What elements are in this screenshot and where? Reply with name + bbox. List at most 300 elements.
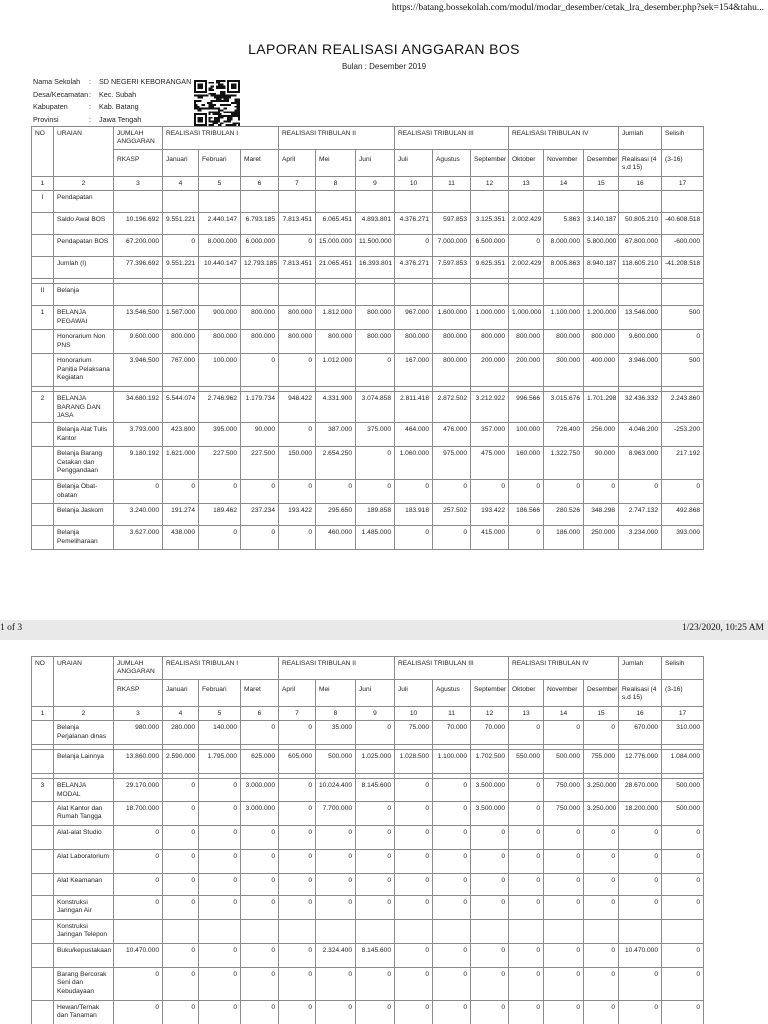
value-cell: 193.422 [471, 504, 509, 526]
value-cell: 189.858 [356, 504, 395, 526]
value-cell: 400.000 [584, 354, 619, 387]
value-cell [241, 920, 279, 944]
value-cell: 191.274 [163, 504, 199, 526]
value-cell: 70.000 [433, 721, 471, 745]
column-index: 15 [584, 176, 619, 190]
value-cell [114, 920, 163, 944]
row-label: Konstruksi Jaringan Telepon [54, 920, 114, 944]
value-cell: 0 [114, 874, 163, 896]
value-cell: 500 [662, 354, 704, 387]
value-cell: 900.000 [199, 306, 241, 330]
value-cell [163, 920, 199, 944]
col-header-tribulan-1: REALISASI TRIBULAN I [163, 657, 279, 680]
value-cell [316, 920, 356, 944]
value-cell: 500.000 [662, 802, 704, 826]
value-cell: 0 [433, 850, 471, 874]
value-cell [114, 284, 163, 306]
value-cell: 7.597.853 [433, 257, 471, 279]
value-cell: 975.000 [433, 447, 471, 480]
value-cell: 3.500.000 [471, 779, 509, 802]
value-cell: 11.500.000 [356, 235, 395, 257]
column-index: 12 [471, 706, 509, 720]
value-cell: -253.200 [662, 423, 704, 447]
value-cell: 0 [356, 721, 395, 745]
value-cell: 0 [433, 802, 471, 826]
row-number [32, 896, 54, 920]
column-index: 7 [279, 706, 316, 720]
value-cell: 0 [395, 480, 433, 504]
value-cell: 0 [114, 826, 163, 850]
table-row [32, 944, 704, 968]
col-header-uraian: URAIAN [54, 657, 114, 707]
col-header-month: September [471, 679, 509, 706]
value-cell: 3.125.351 [471, 213, 509, 235]
value-cell: 0 [584, 721, 619, 745]
value-cell: 625.000 [241, 750, 279, 774]
column-index: 5 [199, 706, 241, 720]
col-header-selisih-formula: (3-16) [662, 149, 704, 176]
value-cell: 0 [544, 826, 584, 850]
row-label: Alat-alat Studio [54, 826, 114, 850]
value-cell: 280.526 [544, 504, 584, 526]
value-cell [433, 284, 471, 306]
budget-table-page-2 [31, 656, 704, 1024]
row-label: Belanja Barang Cetakan dan Penggandaan [54, 447, 114, 480]
value-cell: 2.590.000 [163, 750, 199, 774]
value-cell: 0 [199, 850, 241, 874]
value-cell: 1.060.000 [395, 447, 433, 480]
col-header-month: November [544, 679, 584, 706]
value-cell: 0 [241, 968, 279, 1001]
value-cell: 0 [619, 1001, 662, 1024]
value-cell: 0 [509, 480, 544, 504]
column-index: 4 [163, 176, 199, 190]
value-cell: 2.811.418 [395, 392, 433, 423]
row-label: BELANJA BARANG DAN JASA [54, 392, 114, 423]
value-cell: 800.000 [241, 306, 279, 330]
value-cell: 186.566 [509, 504, 544, 526]
table-subheader-row [32, 149, 704, 176]
value-cell: 0 [356, 896, 395, 920]
value-cell: 1.485.000 [356, 526, 395, 550]
school-info-sep: : [89, 102, 91, 111]
value-cell: 3.000.000 [241, 802, 279, 826]
value-cell: 0 [163, 480, 199, 504]
row-label: Belanja Alat Tulis Kantor [54, 423, 114, 447]
value-cell: 0 [662, 968, 704, 1001]
value-cell: 0 [316, 968, 356, 1001]
value-cell: 0 [279, 850, 316, 874]
column-index: 15 [584, 706, 619, 720]
column-index: 10 [395, 706, 433, 720]
value-cell: 0 [662, 896, 704, 920]
value-cell: 200.000 [471, 354, 509, 387]
col-header-no: NO [32, 657, 54, 707]
value-cell: 77.396.692 [114, 257, 163, 279]
value-cell [199, 284, 241, 306]
value-cell: 0 [544, 480, 584, 504]
value-cell: 0 [199, 968, 241, 1001]
value-cell: 300.000 [544, 354, 584, 387]
value-cell [662, 284, 704, 306]
row-label: Belanja Jaskom [54, 504, 114, 526]
page-number: 1 of 3 [0, 623, 23, 633]
value-cell: 800.000 [584, 330, 619, 354]
value-cell: 423.800 [163, 423, 199, 447]
value-cell [544, 284, 584, 306]
school-info-label: Provinsi [33, 114, 59, 124]
col-header-tribulan-2: REALISASI TRIBULAN II [279, 127, 395, 150]
value-cell: 0 [433, 968, 471, 1001]
value-cell: 0 [509, 1001, 544, 1024]
value-cell: 4.331.900 [316, 392, 356, 423]
column-index: 13 [509, 176, 544, 190]
value-cell: 0 [199, 896, 241, 920]
value-cell [584, 920, 619, 944]
value-cell: 0 [163, 944, 199, 968]
value-cell: 4.046.200 [619, 423, 662, 447]
col-header-month: Desember [584, 149, 619, 176]
value-cell [199, 191, 241, 213]
col-header-tribulan-3: REALISASI TRIBULAN III [395, 127, 509, 150]
value-cell: 5.544.074 [163, 392, 199, 423]
row-number: I [32, 191, 54, 213]
column-index: 9 [356, 176, 395, 190]
column-index-row [32, 706, 704, 720]
col-header-jumlah-anggaran: JUMLAH ANGGARAN [114, 127, 163, 150]
value-cell: 0 [199, 779, 241, 802]
value-cell: 4.376.271 [395, 213, 433, 235]
column-index: 16 [619, 706, 662, 720]
table-row [32, 850, 704, 874]
column-index: 2 [54, 176, 114, 190]
col-header-tribulan-2: REALISASI TRIBULAN II [279, 657, 395, 680]
value-cell: 0 [433, 779, 471, 802]
value-cell: 0 [316, 1001, 356, 1024]
column-index: 14 [544, 176, 584, 190]
value-cell [662, 920, 704, 944]
value-cell: 395.000 [199, 423, 241, 447]
table-row [32, 504, 704, 526]
table-row [32, 330, 704, 354]
table-row [32, 779, 704, 802]
school-info-row [33, 114, 191, 127]
column-index: 5 [199, 176, 241, 190]
column-index: 3 [114, 176, 163, 190]
value-cell: 100.000 [199, 354, 241, 387]
budget-table-page-1 [31, 126, 704, 550]
value-cell: 3.140.187 [584, 213, 619, 235]
value-cell: 227.500 [241, 447, 279, 480]
value-cell: 256.000 [584, 423, 619, 447]
value-cell: 2.002.429 [509, 257, 544, 279]
value-cell: 0 [509, 526, 544, 550]
school-info-label: Desa/Kecamatan [33, 89, 89, 99]
table-subheader-row [32, 679, 704, 706]
value-cell: 0 [316, 874, 356, 896]
value-cell: 0 [433, 944, 471, 968]
print-url[interactable]: https://batang.bossekolah.com/modul/modar_desember/cetak_lra_desember.php?sek=154&tahu... [391, 3, 764, 13]
value-cell: 0 [544, 850, 584, 874]
value-cell: 0 [509, 896, 544, 920]
row-label: Pendapatan [54, 191, 114, 213]
table-row [32, 235, 704, 257]
value-cell: 8.145.600 [356, 944, 395, 968]
value-cell: 0 [241, 826, 279, 850]
value-cell: 0 [544, 874, 584, 896]
value-cell: 9.551.221 [163, 257, 199, 279]
value-cell: 1.621.000 [163, 447, 199, 480]
value-cell: 0 [199, 944, 241, 968]
value-cell: 0 [471, 896, 509, 920]
value-cell [279, 920, 316, 944]
table-row [32, 392, 704, 423]
value-cell: 1.100.000 [433, 750, 471, 774]
value-cell: 7.000.000 [433, 235, 471, 257]
value-cell: 1.028.500 [395, 750, 433, 774]
value-cell: 348.298 [584, 504, 619, 526]
value-cell [241, 191, 279, 213]
value-cell: 3.250.000 [584, 779, 619, 802]
value-cell: -600.000 [662, 235, 704, 257]
page-footer [0, 620, 768, 640]
value-cell [279, 284, 316, 306]
value-cell: 1.322.750 [544, 447, 584, 480]
school-info-label: Nama Sekolah [33, 77, 81, 86]
value-cell: 0 [619, 968, 662, 1001]
value-cell: 0 [163, 850, 199, 874]
value-cell: 0 [509, 779, 544, 802]
row-label: Jumlah (I) [54, 257, 114, 279]
value-cell: 0 [279, 968, 316, 1001]
value-cell: 0 [395, 850, 433, 874]
table-row [32, 802, 704, 826]
row-label: Hewan/Ternak dan Tanaman [54, 1001, 114, 1024]
col-header-month: Agustus [433, 149, 471, 176]
value-cell: 1.567.000 [163, 306, 199, 330]
value-cell [395, 191, 433, 213]
value-cell: 0 [584, 480, 619, 504]
value-cell: 0 [316, 826, 356, 850]
value-cell: 393.000 [662, 526, 704, 550]
row-number [32, 826, 54, 850]
row-number [32, 944, 54, 968]
col-header-tribulan-3: REALISASI TRIBULAN III [395, 657, 509, 680]
table-row [32, 750, 704, 774]
column-index: 12 [471, 176, 509, 190]
col-header-month: September [471, 149, 509, 176]
value-cell: 597.853 [433, 213, 471, 235]
value-cell: 9.600.000 [114, 330, 163, 354]
value-cell: 3.000.000 [241, 779, 279, 802]
value-cell: 10.196.692 [114, 213, 163, 235]
value-cell: 415.000 [471, 526, 509, 550]
value-cell: 500 [662, 306, 704, 330]
col-header-month: Juli [395, 149, 433, 176]
school-info-value: SD NEGERI KEBORANGAN [99, 77, 192, 86]
value-cell: 0 [584, 850, 619, 874]
value-cell: 15.000.000 [316, 235, 356, 257]
value-cell: 0 [241, 896, 279, 920]
table-row [32, 480, 704, 504]
value-cell [544, 920, 584, 944]
value-cell: 1.179.734 [241, 392, 279, 423]
value-cell: 0 [662, 874, 704, 896]
value-cell: 8.963.000 [619, 447, 662, 480]
value-cell: 4.376.271 [395, 257, 433, 279]
value-cell: 500.000 [544, 750, 584, 774]
value-cell: 0 [619, 874, 662, 896]
table-row [32, 721, 704, 745]
col-header-month: Oktober [509, 679, 544, 706]
value-cell [619, 191, 662, 213]
row-number [32, 330, 54, 354]
value-cell: 2.654.250 [316, 447, 356, 480]
value-cell: 1.000.000 [509, 306, 544, 330]
school-info-label: Kabupaten [33, 102, 68, 111]
column-index-row [32, 176, 704, 190]
value-cell: 0 [356, 480, 395, 504]
row-label: Belanja Perjalanan dinas [54, 721, 114, 745]
value-cell: 0 [433, 896, 471, 920]
row-label: Belanja Pemeliharaan [54, 526, 114, 550]
value-cell [163, 191, 199, 213]
value-cell: 0 [163, 779, 199, 802]
col-header-month: Desember [584, 679, 619, 706]
table-row [32, 257, 704, 279]
value-cell: 4.893.801 [356, 213, 395, 235]
value-cell: 118.605.210 [619, 257, 662, 279]
col-header-month: Mei [316, 679, 356, 706]
value-cell: 948.422 [279, 392, 316, 423]
value-cell: 800.000 [509, 330, 544, 354]
row-number [32, 850, 54, 874]
value-cell: 3.250.000 [584, 802, 619, 826]
value-cell: 70.000 [471, 721, 509, 745]
value-cell: 0 [619, 480, 662, 504]
value-cell: 0 [471, 826, 509, 850]
value-cell: 0 [114, 1001, 163, 1024]
col-header-month: Januari [163, 149, 199, 176]
value-cell: 3.074.858 [356, 392, 395, 423]
value-cell: 0 [114, 968, 163, 1001]
col-header-selisih-formula: (3-16) [662, 679, 704, 706]
row-number [32, 874, 54, 896]
col-header-no: NO [32, 127, 54, 177]
value-cell: 755.000 [584, 750, 619, 774]
value-cell: 0 [241, 721, 279, 745]
value-cell: 800.000 [163, 330, 199, 354]
row-number [32, 213, 54, 235]
column-index: 13 [509, 706, 544, 720]
value-cell: 0 [662, 944, 704, 968]
value-cell: 1.012.000 [316, 354, 356, 387]
value-cell: 0 [241, 1001, 279, 1024]
value-cell: 0 [433, 826, 471, 850]
value-cell: 0 [433, 480, 471, 504]
value-cell: 1.084.000 [662, 750, 704, 774]
value-cell: 0 [509, 968, 544, 1001]
row-label: Alat Keamanan [54, 874, 114, 896]
value-cell: 0 [199, 480, 241, 504]
value-cell: 0 [316, 850, 356, 874]
col-header-rkasp: RKASP [114, 149, 163, 176]
value-cell: 21.065.451 [316, 257, 356, 279]
value-cell: 9.600.000 [619, 330, 662, 354]
col-header-month: April [279, 149, 316, 176]
value-cell: 0 [356, 850, 395, 874]
value-cell: 0 [584, 1001, 619, 1024]
column-index: 17 [662, 706, 704, 720]
value-cell [395, 920, 433, 944]
value-cell: 1.000.000 [471, 306, 509, 330]
value-cell: 0 [662, 330, 704, 354]
value-cell: 12.793.185 [241, 257, 279, 279]
value-cell: 0 [199, 526, 241, 550]
value-cell: 13.860.000 [114, 750, 163, 774]
value-cell: 767.000 [163, 354, 199, 387]
value-cell: 217.192 [662, 447, 704, 480]
value-cell: 996.566 [509, 392, 544, 423]
value-cell: 183.918 [395, 504, 433, 526]
column-index: 10 [395, 176, 433, 190]
value-cell: 800.000 [433, 354, 471, 387]
value-cell: 1.795.000 [199, 750, 241, 774]
col-header-jumlah: Jumlah [619, 127, 662, 150]
column-index: 9 [356, 706, 395, 720]
col-header-jumlah-anggaran: JUMLAH ANGGARAN [114, 657, 163, 680]
value-cell: 250.000 [584, 526, 619, 550]
value-cell: 0 [662, 826, 704, 850]
value-cell: 0 [241, 526, 279, 550]
value-cell [584, 191, 619, 213]
row-label: Alat Kantor dan Rumah Tangga [54, 802, 114, 826]
value-cell: 3.500.000 [471, 802, 509, 826]
value-cell: 0 [584, 826, 619, 850]
value-cell: 0 [509, 826, 544, 850]
col-header-month: Oktober [509, 149, 544, 176]
col-header-month: Mei [316, 149, 356, 176]
col-header-month: Maret [241, 679, 279, 706]
value-cell: 2.002.429 [509, 213, 544, 235]
value-cell [619, 284, 662, 306]
value-cell: 0 [662, 480, 704, 504]
value-cell: 257.502 [433, 504, 471, 526]
row-number [32, 526, 54, 550]
value-cell: 0 [395, 1001, 433, 1024]
value-cell: 1.200.000 [584, 306, 619, 330]
value-cell: 0 [433, 526, 471, 550]
value-cell: 800.000 [199, 330, 241, 354]
value-cell [471, 284, 509, 306]
row-number [32, 750, 54, 774]
row-number [32, 480, 54, 504]
value-cell: 140.000 [199, 721, 241, 745]
value-cell: 7.700.000 [316, 802, 356, 826]
value-cell: 0 [544, 721, 584, 745]
value-cell: 0 [163, 802, 199, 826]
value-cell [509, 191, 544, 213]
value-cell: 475.000 [471, 447, 509, 480]
value-cell: 3.627.000 [114, 526, 163, 550]
row-label: Alat Laboratorium [54, 850, 114, 874]
row-number [32, 1001, 54, 1024]
value-cell: 0 [619, 850, 662, 874]
print-datetime: 1/23/2020, 10:25 AM [681, 623, 764, 633]
value-cell [279, 191, 316, 213]
value-cell: 6.065.451 [316, 213, 356, 235]
value-cell: 0 [241, 354, 279, 387]
